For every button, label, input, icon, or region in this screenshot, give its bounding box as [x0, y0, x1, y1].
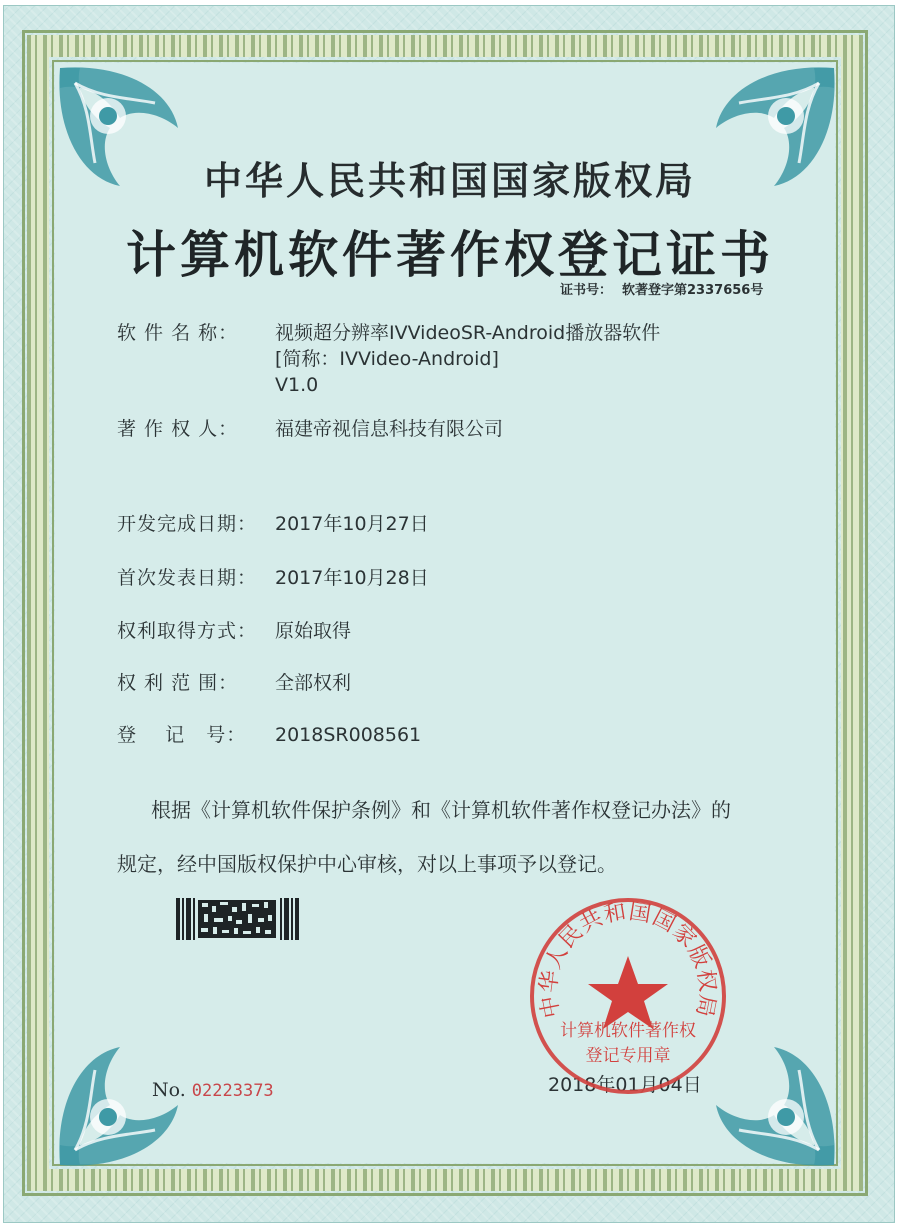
field-value: 全部权利: [275, 672, 352, 694]
issuer-title: 中华人民共和国国家版权局: [203, 159, 696, 203]
field-label: 著 作 权 人：: [117, 418, 239, 440]
serial-number-label: No.: [152, 1079, 186, 1101]
official-seal: [528, 896, 728, 1096]
body-text-line-1: 根据《计算机软件保护条例》和《计算机软件著作权登记办法》的: [151, 798, 731, 822]
field-value: 2017年10月27日: [275, 513, 429, 535]
field-value: 视频超分辨率IVVideoSR-Android播放器软件: [275, 322, 661, 344]
field-value-short-name: [简称：IVVideo-Android]: [275, 348, 499, 370]
serial-number: [152, 1079, 274, 1101]
field-label: 权 利 范 围：: [117, 672, 239, 694]
field-value: 2018SR008561: [275, 724, 422, 746]
barcode-icon: [176, 898, 300, 940]
ornamental-scroll-icon: [50, 1035, 190, 1175]
certificate-number: [560, 279, 763, 298]
field-label: 权利取得方式：: [117, 620, 258, 642]
field-label: 登 记 号：: [117, 724, 247, 746]
field-label: 首次发表日期：: [117, 567, 258, 589]
field-value: 福建帝视信息科技有限公司: [275, 418, 504, 440]
issue-date: 2018年01月04日: [548, 1074, 702, 1096]
field-value: 原始取得: [275, 620, 352, 642]
certificate-number-label: 证书号：: [560, 283, 613, 298]
field-label: 开发完成日期：: [117, 513, 258, 535]
seal-line-2: 计算机软件著作权: [560, 1021, 696, 1041]
certificate-title: 计算机软件著作权登记证书: [126, 225, 774, 284]
certificate-number-value: 软著登字第2337656号: [622, 283, 764, 298]
seal-line-3: 登记专用章: [585, 1046, 671, 1066]
serial-number-value: 02223373: [191, 1081, 274, 1101]
seal-ring-text: 中华人民共和国国家版权局: [536, 899, 720, 1020]
corner-ornament-bottom-left: [50, 1035, 190, 1175]
field-value-version: V1.0: [275, 374, 319, 396]
field-value: 2017年10月28日: [275, 567, 429, 589]
body-text-line-2: 规定，经中国版权保护中心审核，对以上事项予以登记。: [117, 852, 617, 876]
field-label: 软 件 名 称：: [117, 322, 239, 344]
